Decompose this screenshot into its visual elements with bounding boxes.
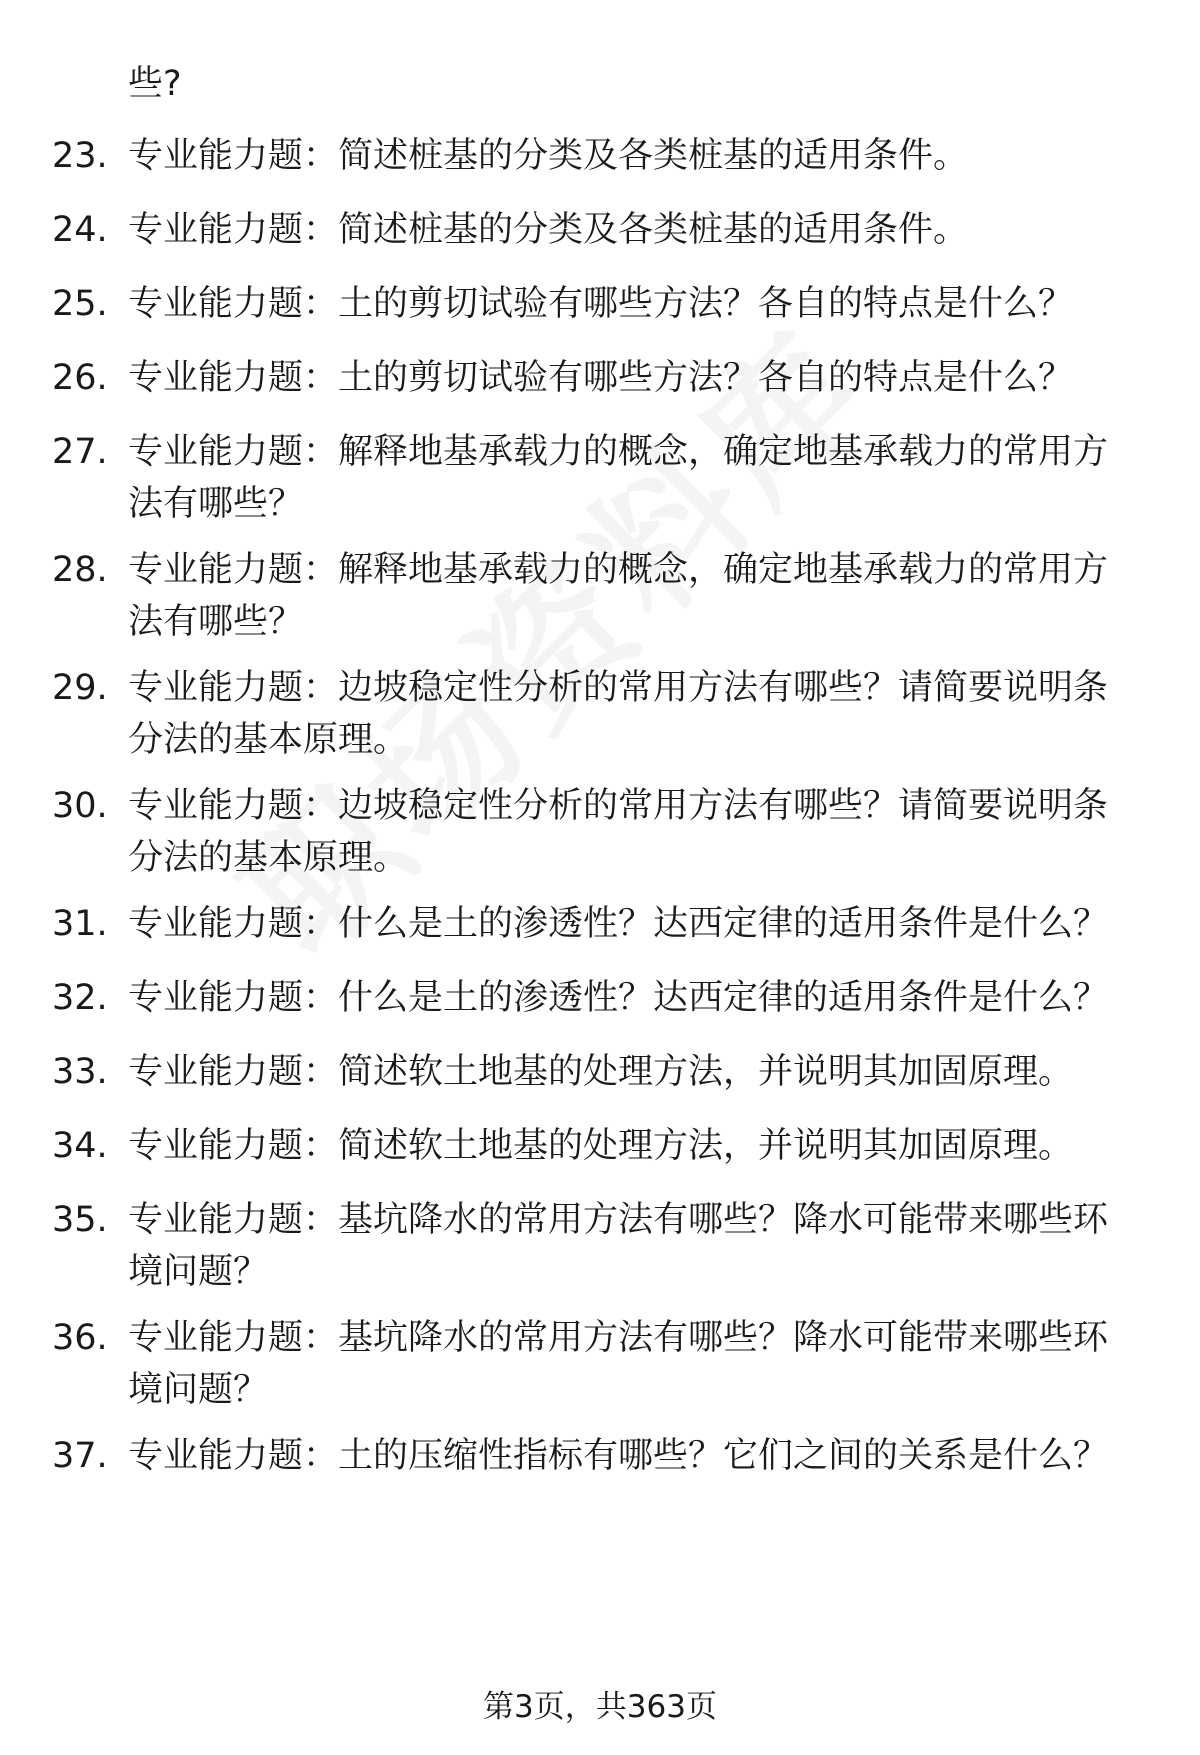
question-text: 专业能力题：土的压缩性指标有哪些？它们之间的关系是什么？ — [128, 1436, 1109, 1476]
question-number: 24. — [52, 210, 108, 250]
question-number: 32. — [52, 978, 108, 1018]
question-number: 34. — [52, 1126, 108, 1166]
question-number: 23. — [52, 136, 108, 176]
question-text: 专业能力题：什么是土的渗透性？达西定律的适用条件是什么？ — [128, 904, 1109, 944]
question-number: 26. — [52, 358, 108, 398]
question-number: 35. — [52, 1200, 108, 1240]
question-text: 专业能力题：简述桩基的分类及各类桩基的适用条件。 — [128, 210, 969, 250]
question-number: 31. — [52, 904, 108, 944]
question-text: 专业能力题：土的剪切试验有哪些方法？各自的特点是什么？ — [128, 284, 1074, 324]
question-number: 27. — [52, 432, 108, 472]
question-text: 专业能力题：基坑降水的常用方法有哪些？降水可能带来哪些环境问题？ — [128, 1200, 1109, 1292]
question-text: 专业能力题：解释地基承载力的概念，确定地基承载力的常用方法有哪些？ — [128, 432, 1109, 524]
question-number: 25. — [52, 284, 108, 324]
question-number: 33. — [52, 1052, 108, 1092]
question-number: 37. — [52, 1436, 108, 1476]
continued-question-text: 些? — [128, 64, 182, 104]
question-number: 29. — [52, 668, 108, 708]
question-text: 专业能力题：简述桩基的分类及各类桩基的适用条件。 — [128, 136, 969, 176]
question-number: 30. — [52, 786, 108, 826]
page-footer: 第3页，共363页 — [483, 1689, 717, 1725]
question-text: 专业能力题：边坡稳定性分析的常用方法有哪些？请简要说明条分法的基本原理。 — [128, 668, 1109, 760]
question-text: 专业能力题：土的剪切试验有哪些方法？各自的特点是什么？ — [128, 358, 1074, 398]
question-number: 28. — [52, 550, 108, 590]
question-text: 专业能力题：什么是土的渗透性？达西定律的适用条件是什么？ — [128, 978, 1109, 1018]
question-text: 专业能力题：基坑降水的常用方法有哪些？降水可能带来哪些环境问题？ — [128, 1318, 1109, 1410]
question-number: 36. — [52, 1318, 108, 1358]
question-text: 专业能力题：解释地基承载力的概念，确定地基承载力的常用方法有哪些？ — [128, 550, 1109, 642]
question-text: 专业能力题：简述软土地基的处理方法，并说明其加固原理。 — [128, 1126, 1074, 1166]
question-text: 专业能力题：简述软土地基的处理方法，并说明其加固原理。 — [128, 1052, 1074, 1092]
question-text: 专业能力题：边坡稳定性分析的常用方法有哪些？请简要说明条分法的基本原理。 — [128, 786, 1109, 878]
